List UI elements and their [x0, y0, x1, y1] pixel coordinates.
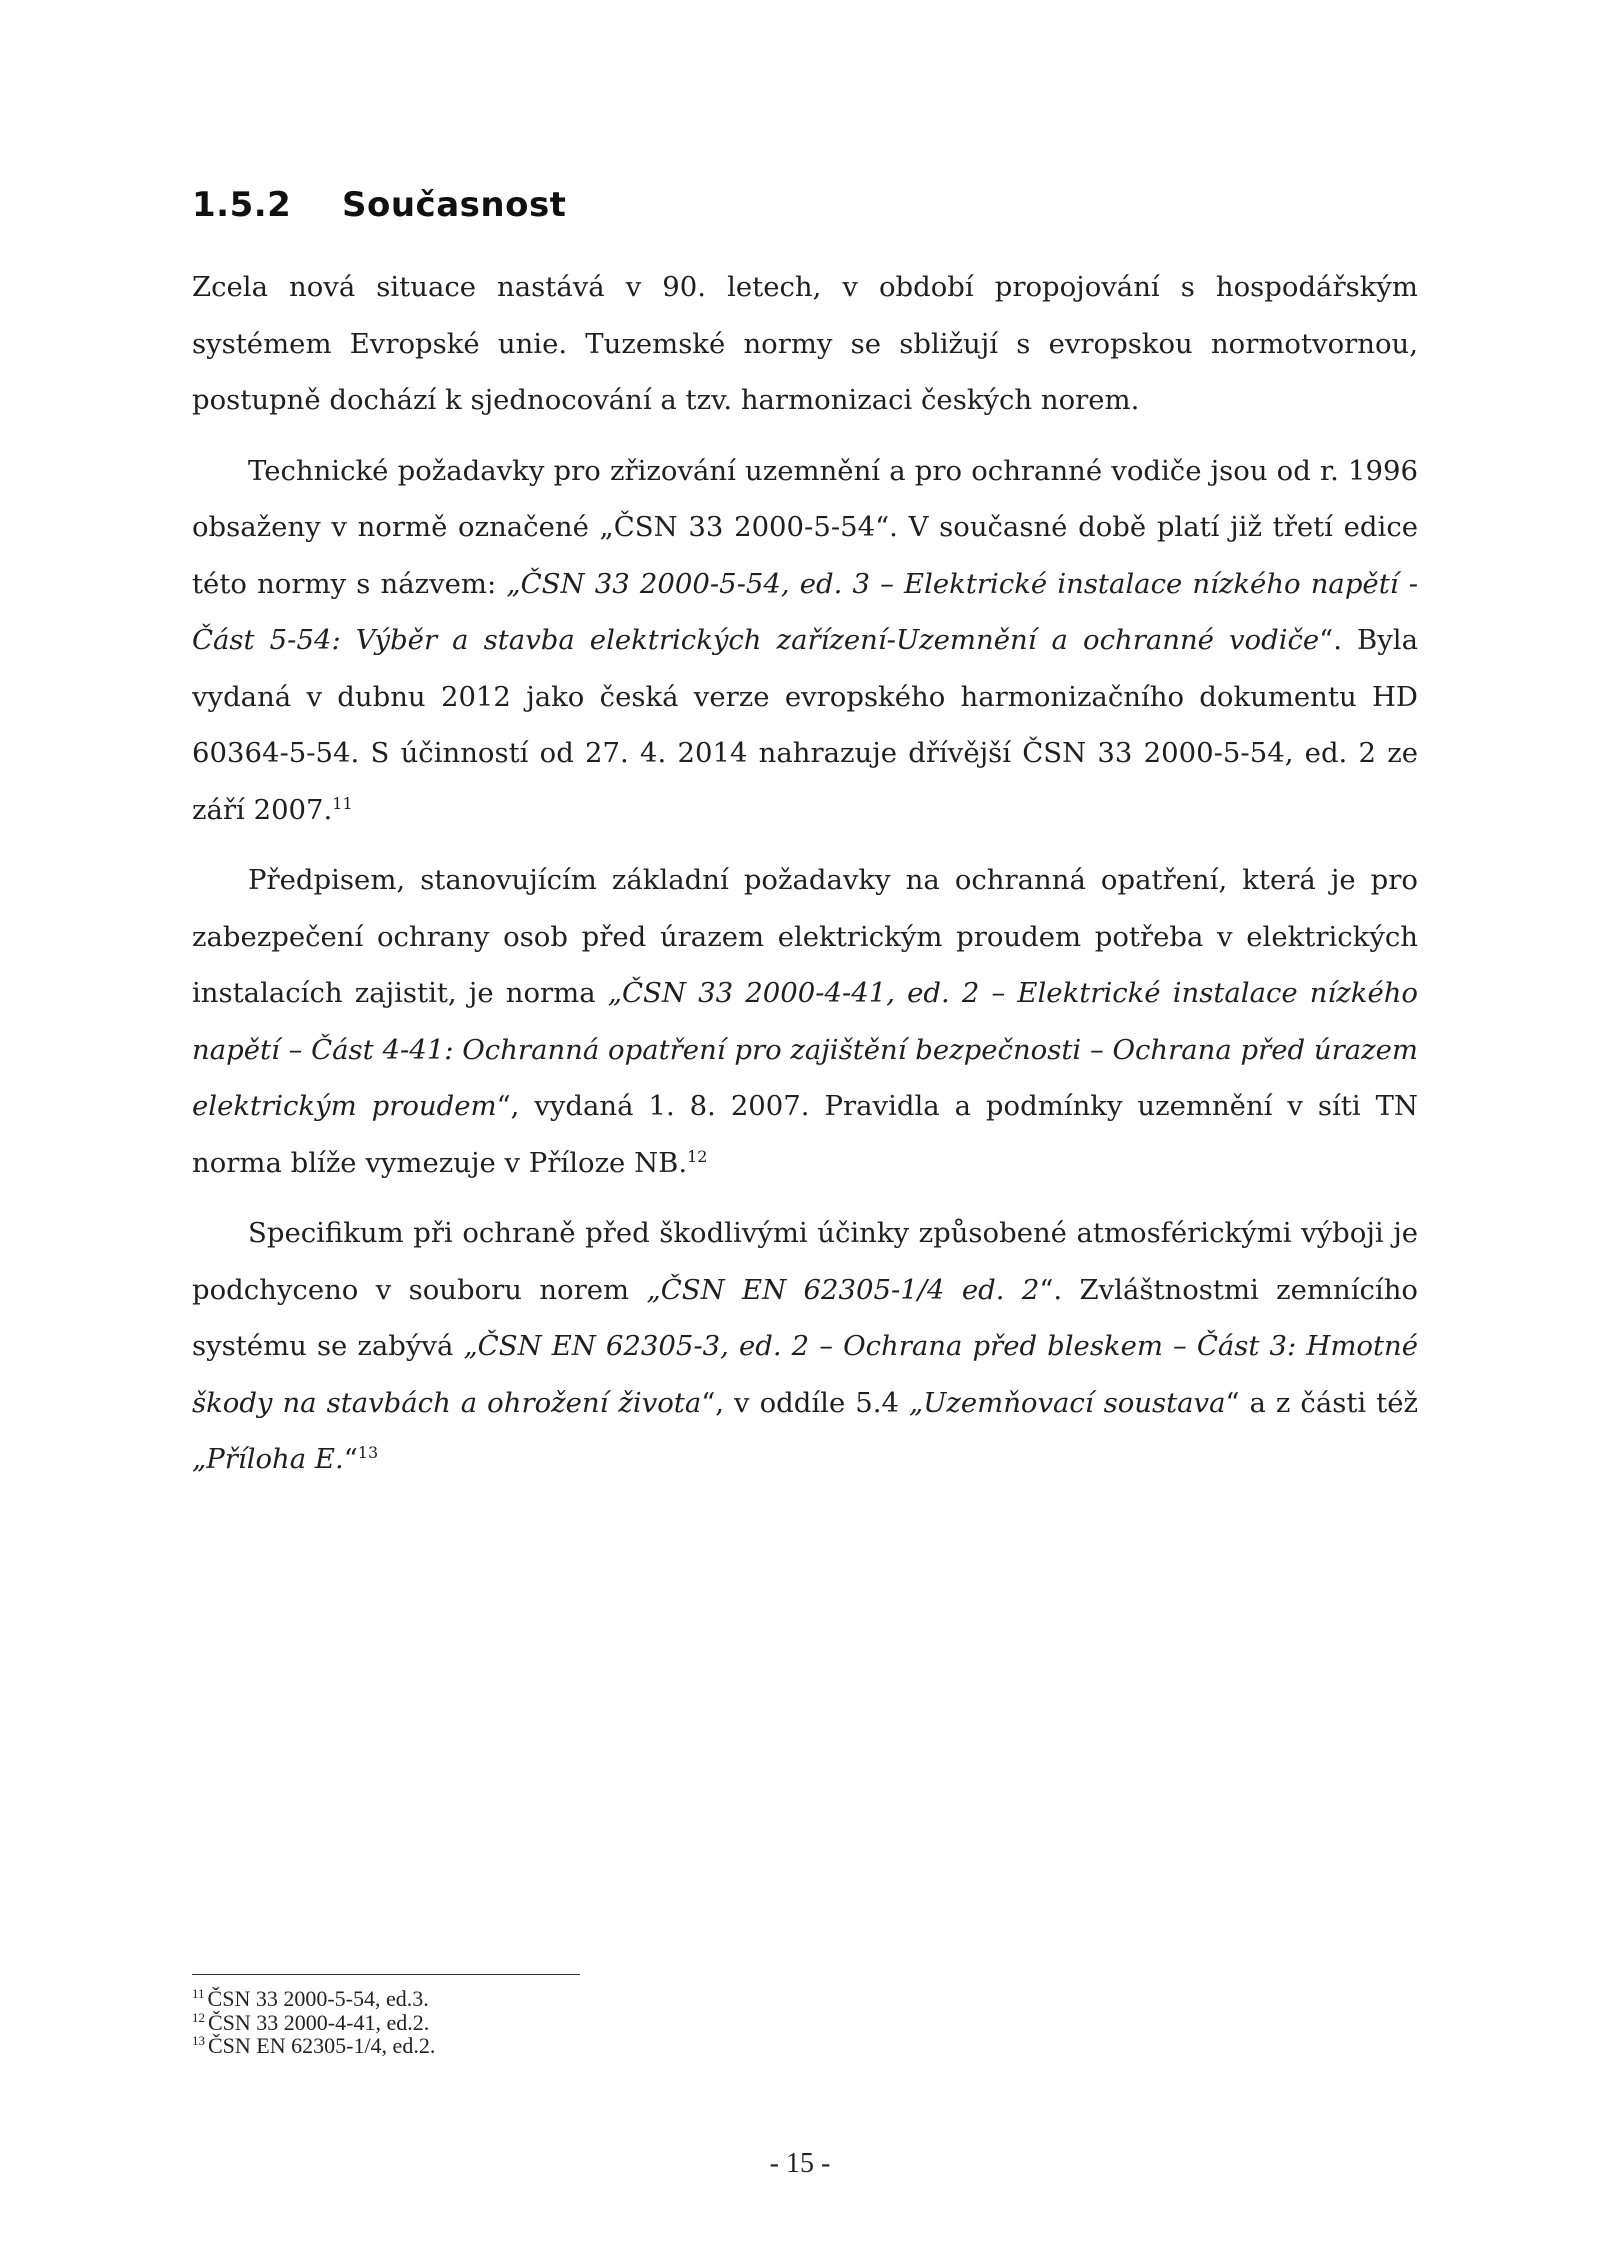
main-content [192, 185, 1418, 1488]
paragraph-1 [192, 259, 1418, 429]
standard-title-csn-33-2000-4-41: „ČSN 33 2000-4-41, ed. 2 – Elektrické instalace nízkého napětí – Část 4-41: Ochranná opatření pro zajištění bezpečnosti – Ochrana před úrazem elektrickým proudem [192, 977, 1418, 1122]
section-number: 1.5.2 [192, 185, 292, 225]
footnote-12 [192, 2011, 435, 2035]
paragraph-2-text-c: “. Byla vydaná v dubnu 2012 jako česká verze evropského harmonizačního dokumentu HD 60364-5-54. S účinností od 27. 4. 2014 nahrazuje dřívější ČSN 33 2000-5-54, ed. 2 ze září 2007. [192, 624, 1418, 826]
paragraph-4-text-i: “ [343, 1443, 358, 1475]
paragraph-1-text: Zcela nová situace nastává v 90. letech, v období propojování s hospodářským systémem Evropské unie. Tuzemské normy se sbližují s evropskou normotvornou, postupně dochází k sjednocování a tzv. harmonizaci českých norem. [192, 271, 1418, 416]
paragraph-4-text-a: Specifikum při ochraně před škodlivými účinky způsobené atmosférickými výboji je podchyceno v souboru norem [192, 1217, 1418, 1306]
paragraph-2-text-a: Technické požadavky pro zřizování uzemnění a pro ochranné vodiče jsou od r. 1996 obsaženy v normě označené „ČSN 33 2000-5-54“. V současné době platí již třetí edice této normy s názvem: [192, 454, 1418, 600]
footnote-text: ČSN EN 62305-1/4, ed.2. [208, 2033, 436, 2058]
standard-title-csn-en-62305-1-4: „ČSN EN 62305-1/4 ed. 2 [646, 1273, 1040, 1306]
footnote-separator [192, 1974, 580, 1975]
paragraph-3-text-c: “, vydaná 1. 8. 2007. Pravidla a podmínky uzemnění v síti TN norma blíže vymezuje v Příloze NB. [192, 1090, 1418, 1179]
footnote-text: ČSN 33 2000-5-54, ed.3. [207, 1986, 429, 2011]
footnote-ref-12[interactable]: 12 [687, 1146, 708, 1166]
footnote-number: 13 [192, 2033, 205, 2048]
annex-title-priloha-e: „Příloha E. [192, 1443, 344, 1475]
section-title-uzemnovaci-soustava: „Uzemňovací soustava [908, 1386, 1226, 1419]
paragraph-4 [192, 1205, 1418, 1488]
footnote-11 [192, 1987, 435, 2011]
standard-title-csn-en-62305-3: „ČSN EN 62305-3, ed. 2 – Ochrana před bleskem – Část 3: Hmotné škody na stavbách a ohrožení života [192, 1330, 1418, 1419]
paragraph-3-text-a: Předpisem, stanovujícím základní požadavky na ochranná opatření, která je pro zabezpečení ochrany osob před úrazem elektrickým proudem potřeba v elektrických instalacích zajistit, je norma [192, 864, 1418, 1009]
footnote-ref-13[interactable]: 13 [357, 1443, 379, 1462]
footnote-number: 12 [192, 2009, 205, 2025]
footnote-number: 11 [192, 1986, 205, 2001]
paragraph-4-text-c: “. Zvláštnostmi zemnícího systému se zabývá [192, 1273, 1418, 1362]
paragraph-4-text-g: “ a z části též [1225, 1386, 1418, 1419]
standard-title-csn-33-2000-5-54: „ČSN 33 2000-5-54, ed. 3 – Elektrické instalace nízkého napětí - Část 5-54: Výběr a stavba elektrických zařízení-Uzemnění a ochranné vodiče [192, 567, 1418, 656]
footnote-text: ČSN 33 2000-4-41, ed.2. [208, 2009, 430, 2035]
paragraph-3 [192, 852, 1418, 1191]
footnotes [192, 1987, 435, 2058]
page-number: - 15 - [769, 2148, 831, 2179]
paragraph-2 [192, 443, 1418, 839]
section-heading [192, 185, 1418, 225]
section-title: Současnost [342, 185, 567, 225]
footnote-ref-11[interactable]: 11 [332, 793, 353, 813]
footnote-13 [192, 2034, 435, 2058]
paragraph-4-text-e: “, v oddíle 5.4 [701, 1386, 909, 1419]
